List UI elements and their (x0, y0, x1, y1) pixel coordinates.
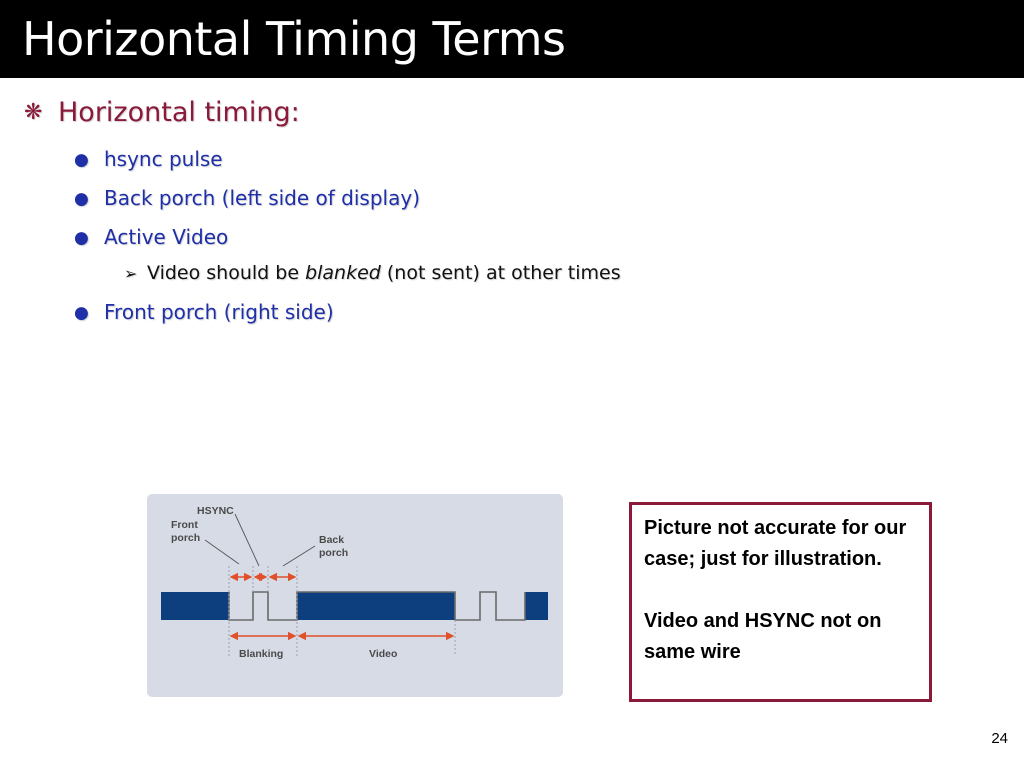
main-bullet-text: Horizontal timing: (58, 97, 300, 128)
bullet-active-video (74, 225, 228, 249)
sub-bullet-text-before: Video should be (147, 262, 306, 284)
video-band-middle (297, 592, 455, 620)
sub-bullet-text-after: (not sent) at other times (380, 262, 621, 284)
front-porch-label-line1: Front (171, 519, 198, 531)
dot-bullet-icon: ● (74, 150, 89, 170)
asterisk-bullet-icon: ❋ (24, 100, 43, 125)
note-paragraph-1: Picture not accurate for our case; just for illustration. (644, 517, 907, 570)
bullet-front-porch (74, 300, 334, 324)
video-band-right (525, 592, 548, 620)
video-band-left (161, 592, 229, 620)
page-number: 24 (991, 730, 1008, 747)
bullet-text: hsync pulse (104, 147, 223, 171)
note-spacer (644, 575, 917, 606)
front-porch-label-line2: porch (171, 532, 201, 544)
note-paragraph-2: Video and HSYNC not on same wire (644, 610, 882, 663)
back-porch-label-line1: Back (319, 534, 345, 546)
timing-diagram-svg (147, 494, 563, 697)
dot-bullet-icon: ● (74, 228, 89, 248)
sub-bullet-emphasis: blanked (305, 262, 381, 284)
bullet-text: Back porch (left side of display) (104, 186, 420, 210)
back-porch-label-line2: porch (319, 547, 349, 559)
sub-bullet-blanked (124, 262, 621, 284)
bullet-text: Active Video (104, 225, 229, 249)
note-box (629, 502, 932, 702)
video-label: Video (369, 648, 398, 660)
timing-diagram (147, 494, 563, 697)
bullet-text: Front porch (right side) (104, 300, 334, 324)
bullet-hsync-pulse (74, 147, 223, 171)
title-bar (0, 0, 1024, 78)
arrow-bullet-icon: ➢ (124, 264, 138, 283)
dot-bullet-icon: ● (74, 303, 89, 323)
slide-title: Horizontal Timing Terms (22, 12, 566, 66)
dot-bullet-icon: ● (74, 189, 89, 209)
main-bullet (24, 97, 300, 128)
hsync-label: HSYNC (197, 505, 234, 517)
blanking-label: Blanking (239, 648, 284, 660)
bullet-back-porch (74, 186, 420, 210)
leader-lines (205, 514, 315, 566)
